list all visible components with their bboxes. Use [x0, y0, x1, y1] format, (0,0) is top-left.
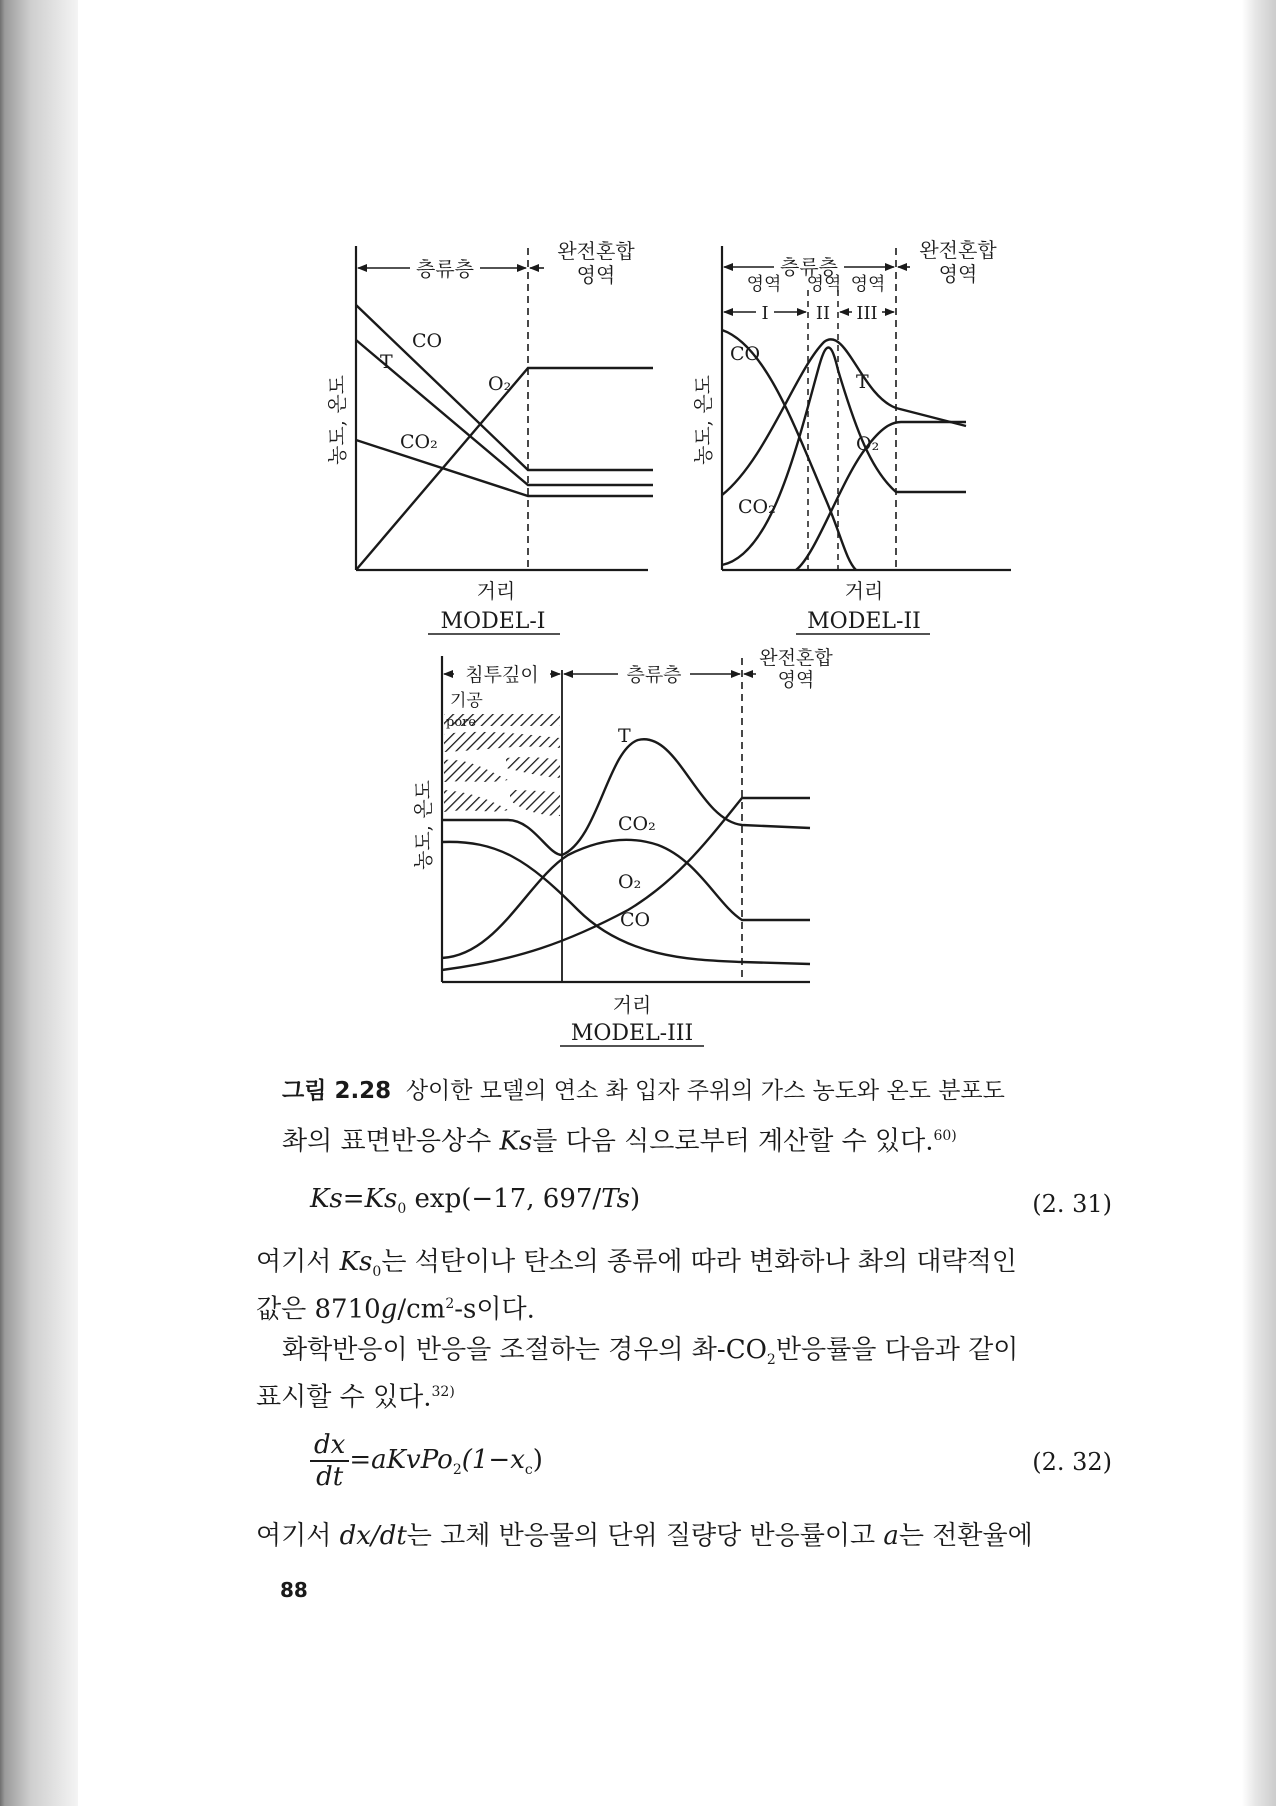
paragraph-3-line-2 — [256, 1372, 455, 1418]
model-label: MODEL-III — [570, 1021, 694, 1046]
eq-sub: 2 — [452, 1462, 462, 1479]
fraction-dx-dt — [310, 1430, 349, 1492]
text-span: 값은 8710 — [256, 1294, 381, 1325]
label-t: T — [618, 725, 631, 747]
figure-model-1 — [325, 230, 668, 650]
x-axis-label: 거리 — [844, 579, 884, 603]
zone-mixed-label-2: 영역 — [777, 669, 815, 691]
label-co2: CO₂ — [738, 496, 776, 518]
pore-english-label: pore — [446, 715, 477, 730]
text-span: 는 전환율에 — [898, 1521, 1033, 1551]
equation-number-2-32: (2. 32) — [1032, 1448, 1112, 1476]
region-2-word: 영역 — [806, 274, 842, 295]
eq-close: ) — [629, 1184, 641, 1214]
x-axis-label: 거리 — [612, 993, 652, 1017]
eq-rhs-sub: 0 — [397, 1201, 407, 1218]
zone-mixed-label-1: 완전혼합 — [557, 239, 635, 263]
figure-caption — [282, 1072, 1005, 1105]
zone-penetration-label: 침투깊이 — [465, 664, 539, 686]
label-o2: O₂ — [618, 871, 642, 893]
label-o2: O₂ — [488, 373, 512, 395]
zone-mixed-label-2: 영역 — [938, 262, 978, 286]
eq-ts: Ts — [601, 1184, 630, 1214]
label-co: CO — [620, 909, 651, 931]
figure-caption-text: 상이한 모델의 연소 촤 입자 주위의 가스 농도와 온도 분포도 — [405, 1078, 1005, 1104]
curve-co2 — [722, 348, 966, 566]
variable-a: a — [883, 1521, 899, 1551]
region-1-label: I — [761, 303, 769, 324]
label-co2: CO₂ — [400, 431, 438, 453]
y-axis-label: 농도, 온도 — [325, 375, 349, 465]
reference-superscript: 60) — [933, 1128, 957, 1144]
text-span: 를 다음 식으로부터 계산할 수 있다. — [532, 1126, 934, 1157]
figure-number: 그림 2.28 — [282, 1078, 392, 1104]
text-span: 표시할 수 있다. — [256, 1382, 432, 1413]
zone-laminar-label: 층류층 — [416, 257, 474, 281]
paragraph-1 — [282, 1116, 957, 1162]
zone-mixed-label-1: 완전혼합 — [759, 647, 833, 669]
equation-2-32 — [310, 1430, 543, 1492]
text-span: 화학반응이 반응을 조절하는 경우의 촤-CO — [282, 1335, 767, 1365]
model-label: MODEL-II — [807, 609, 921, 634]
book-page — [78, 0, 1242, 1806]
text-span: 는 석탄이나 탄소의 종류에 따라 변화하나 촤의 대략적인 — [381, 1247, 1017, 1277]
region-3-label: III — [856, 303, 878, 324]
figure-model-3 — [398, 640, 833, 1050]
eq-sub-c: c — [524, 1462, 533, 1479]
model-label: MODEL-I — [440, 609, 546, 634]
x-axis-label: 거리 — [476, 579, 516, 603]
region-1-word: 영역 — [746, 274, 782, 295]
eq-lhs: Ks — [310, 1184, 343, 1214]
region-3-word: 영역 — [850, 274, 886, 295]
equation-number-2-31: (2. 31) — [1032, 1190, 1112, 1218]
label-t: T — [856, 371, 869, 393]
text-span: 여기서 — [256, 1247, 340, 1277]
region-2-label: II — [815, 303, 831, 324]
unit-g: g — [380, 1294, 398, 1325]
y-axis-label: 농도, 온도 — [411, 780, 435, 870]
curve-co — [442, 842, 810, 964]
equation-2-31 — [310, 1184, 640, 1217]
eq-exp: exp(−17, 697/ — [406, 1184, 602, 1214]
text-span: /cm — [397, 1294, 446, 1325]
label-co2: CO₂ — [618, 813, 656, 835]
text-span: 촤의 표면반응상수 — [282, 1126, 500, 1157]
curve-co2 — [442, 840, 810, 958]
text-span: 는 고체 반응물의 단위 질량당 반응률이고 — [406, 1521, 884, 1551]
fraction-denominator: dt — [316, 1462, 344, 1492]
label-t: T — [380, 351, 393, 373]
text-span: 여기서 — [256, 1521, 340, 1551]
label-co: CO — [412, 330, 443, 352]
label-o2: O₂ — [856, 433, 880, 455]
zone-laminar-label: 층류층 — [780, 255, 838, 279]
reference-superscript: 32) — [431, 1384, 455, 1400]
y-axis-label: 농도, 온도 — [691, 375, 715, 465]
superscript: 2 — [445, 1296, 455, 1312]
zone-mixed-label-1: 완전혼합 — [919, 238, 997, 262]
eq-equals: = — [342, 1184, 365, 1214]
label-co: CO — [730, 343, 761, 365]
eq-rhs: =aKvPo — [349, 1445, 453, 1475]
text-span: -s이다. — [454, 1294, 535, 1325]
subscript: 2 — [766, 1352, 776, 1369]
page-edge-shadow — [1242, 0, 1276, 1806]
figure-model-2 — [691, 230, 1026, 650]
book-binding-shadow — [0, 0, 78, 1806]
paragraph-4-line-1 — [256, 1516, 1033, 1556]
eq-rhs-b: (1−x — [461, 1445, 525, 1475]
paragraph-2-line-2 — [256, 1284, 535, 1330]
eq-close: ) — [532, 1445, 543, 1475]
variable-ks0: Ks — [339, 1247, 373, 1277]
variable-dxdt: dx/dt — [339, 1521, 407, 1551]
zone-laminar-label: 층류층 — [626, 664, 682, 686]
pore-korean-label: 기공 — [450, 691, 483, 711]
subscript: 0 — [372, 1264, 382, 1281]
page-number: 88 — [280, 1578, 308, 1602]
curve-o2 — [796, 422, 966, 570]
variable-ks: Ks — [499, 1126, 533, 1157]
text-span: 반응률을 다음과 같이 — [775, 1335, 1019, 1365]
zone-mixed-label-2: 영역 — [576, 263, 616, 287]
curve-t — [356, 340, 653, 485]
eq-rhs-var: Ks — [364, 1184, 398, 1214]
fraction-numerator: dx — [310, 1430, 349, 1462]
